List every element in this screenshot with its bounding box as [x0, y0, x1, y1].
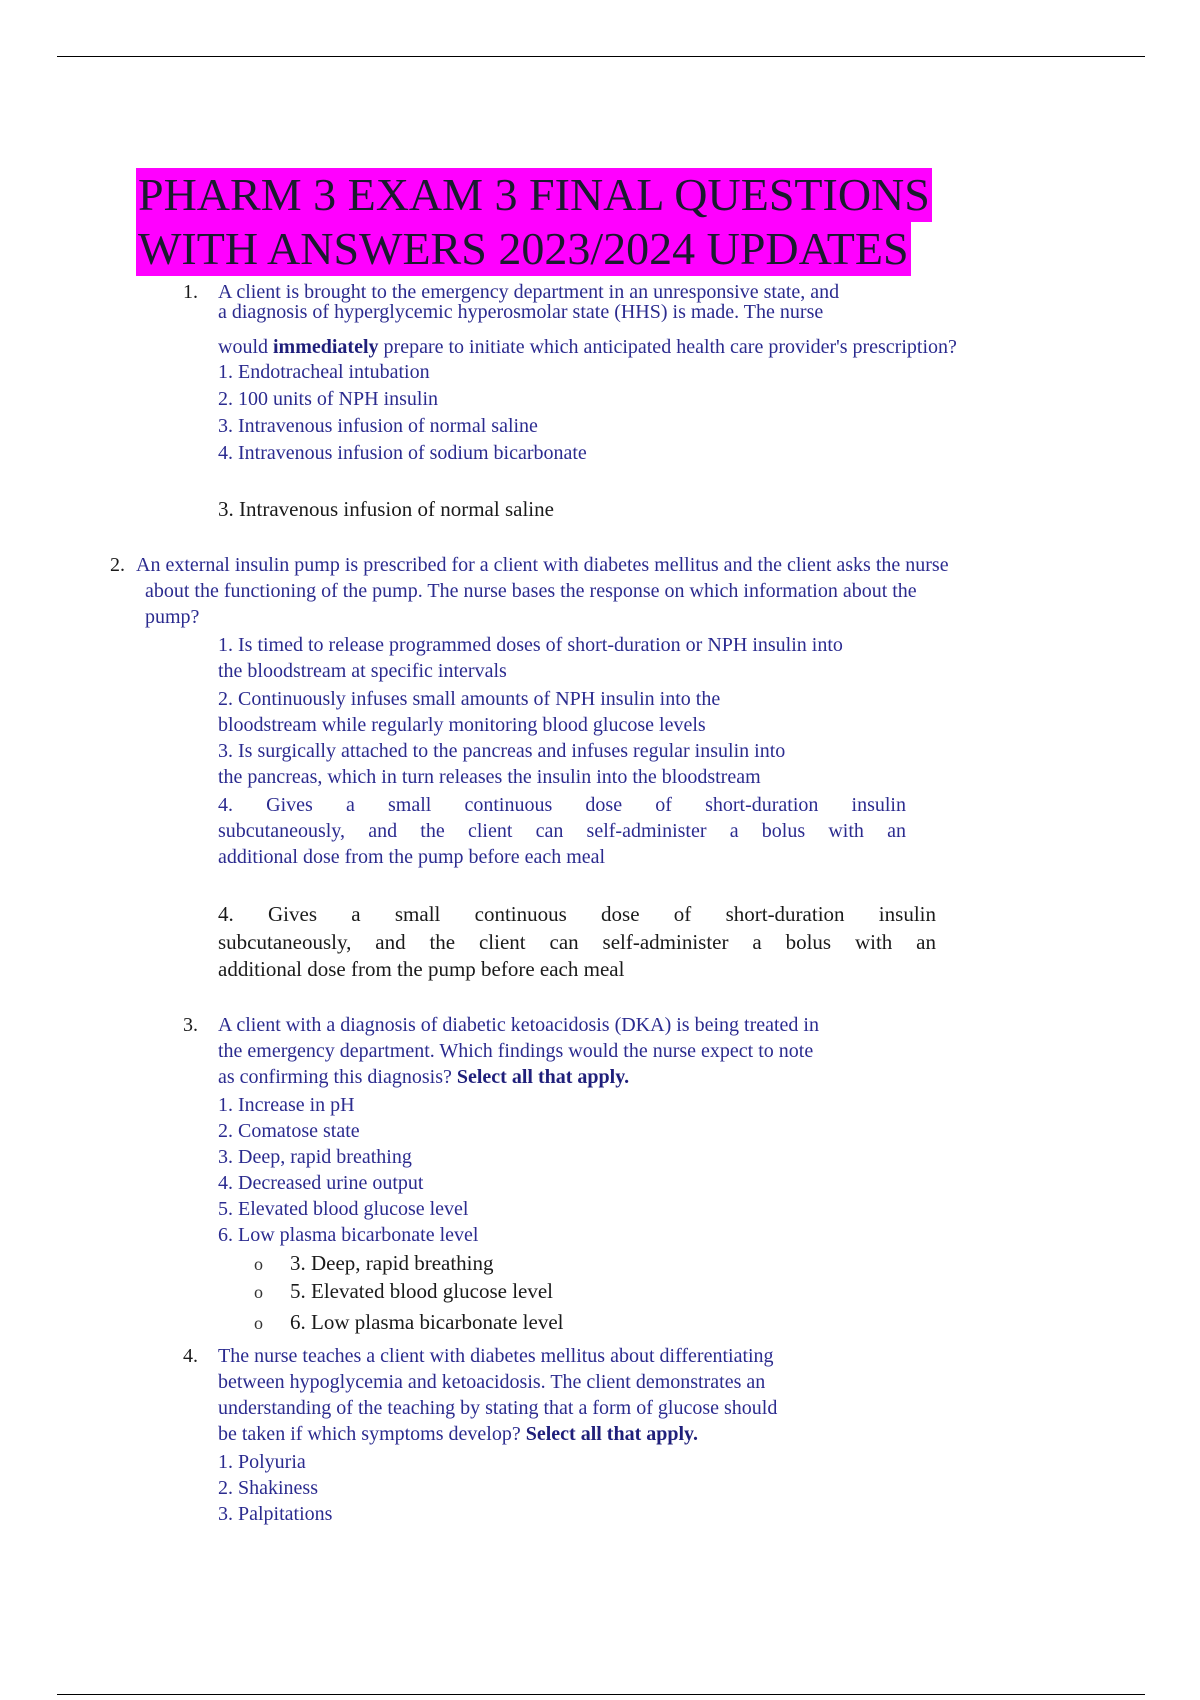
question-text-line: be taken if which symptoms develop? Select all that apply. [218, 1423, 698, 1445]
question-text-line: between hypoglycemia and ketoacidosis. The client demonstrates an [218, 1371, 766, 1393]
question-text-line: as confirming this diagnosis? Select all that apply. [218, 1066, 630, 1088]
footer-rule [57, 1694, 1145, 1695]
answer-option: 1. Endotracheal intubation [218, 361, 430, 383]
bullet-icon: o [254, 1254, 263, 1274]
answer-option: 4. Intravenous infusion of sodium bicarbonate [218, 442, 587, 464]
question-text-line: The nurse teaches a client with diabetes mellitus about differentiating [218, 1345, 774, 1367]
correct-answer-line: subcutaneously, and the client can self-administer a bolus with an [218, 930, 936, 954]
answer-option-line: the pancreas, which in turn releases the insulin into the bloodstream [218, 766, 761, 788]
question-text-line: the emergency department. Which findings would the nurse expect to note [218, 1040, 814, 1062]
emphasis: Select all that apply. [525, 1423, 698, 1445]
answer-option: 2. Comatose state [218, 1120, 360, 1142]
correct-answer: 6. Low plasma bicarbonate level [290, 1310, 564, 1334]
question-number: 3. [183, 1014, 198, 1036]
question-number: 1. [183, 281, 198, 303]
correct-answer: 3. Intravenous infusion of normal saline [218, 497, 554, 521]
title-line-2: WITH ANSWERS 2023/2024 UPDATES [138, 223, 909, 274]
question-text-line: pump? [145, 606, 200, 628]
answer-option: 6. Low plasma bicarbonate level [218, 1224, 479, 1246]
answer-option-line: bloodstream while regularly monitoring blood glucose levels [218, 714, 706, 736]
answer-option: 3. Intravenous infusion of normal saline [218, 415, 538, 437]
title-line-1: PHARM 3 EXAM 3 FINAL QUESTIONS [138, 169, 930, 220]
answer-option-line: 3. Is surgically attached to the pancreas and infuses regular insulin into [218, 740, 786, 762]
answer-option-line: 1. Is timed to release programmed doses of short-duration or NPH insulin into [218, 634, 843, 656]
answer-option: 1. Increase in pH [218, 1094, 355, 1116]
correct-answer: 5. Elevated blood glucose level [290, 1279, 554, 1303]
answer-option-line: additional dose from the pump before each meal [218, 846, 606, 868]
bullet-icon: o [254, 1313, 263, 1333]
answer-option-line: the bloodstream at specific intervals [218, 660, 507, 682]
answer-option-line: 2. Continuously infuses small amounts of NPH insulin into the [218, 688, 721, 710]
answer-option-line: 4. Gives a small continuous dose of short-duration insulin [218, 794, 906, 816]
emphasis: immediately [273, 336, 379, 358]
emphasis: Select all that apply. [456, 1066, 630, 1088]
correct-answer-line: additional dose from the pump before each meal [218, 957, 625, 981]
answer-option: 3. Deep, rapid breathing [218, 1146, 412, 1168]
answer-option: 2. 100 units of NPH insulin [218, 388, 439, 410]
answer-option: 4. Decreased urine output [218, 1172, 424, 1194]
correct-answer-line: 4. Gives a small continuous dose of short-duration insulin [218, 902, 936, 926]
question-text-line: understanding of the teaching by stating that a form of glucose should [218, 1397, 778, 1419]
answer-option: 3. Palpitations [218, 1503, 333, 1525]
question-text-line: a diagnosis of hyperglycemic hyperosmolar state (HHS) is made. The nurse [218, 301, 824, 323]
question-text-line: about the functioning of the pump. The nurse bases the response on which information about the [145, 580, 917, 602]
question-text-line: A client is brought to the emergency department in an unresponsive state, and [218, 281, 840, 303]
document-title [136, 168, 932, 276]
correct-answer: 3. Deep, rapid breathing [290, 1251, 494, 1275]
bullet-icon: o [254, 1282, 263, 1302]
header-rule [57, 56, 1145, 57]
question-text-line: An external insulin pump is prescribed for a client with diabetes mellitus and the client asks the nurse [136, 554, 949, 576]
question-number: 4. [183, 1345, 198, 1367]
question-text-line: A client with a diagnosis of diabetic ketoacidosis (DKA) is being treated in [218, 1014, 819, 1036]
answer-option: 2. Shakiness [218, 1477, 318, 1499]
answer-option: 1. Polyuria [218, 1451, 306, 1473]
question-text-line: would immediately prepare to initiate which anticipated health care provider's prescription? [218, 336, 957, 358]
answer-option-line: subcutaneously, and the client can self-administer a bolus with an [218, 820, 906, 842]
answer-option: 5. Elevated blood glucose level [218, 1198, 469, 1220]
question-number: 2. [110, 554, 125, 576]
